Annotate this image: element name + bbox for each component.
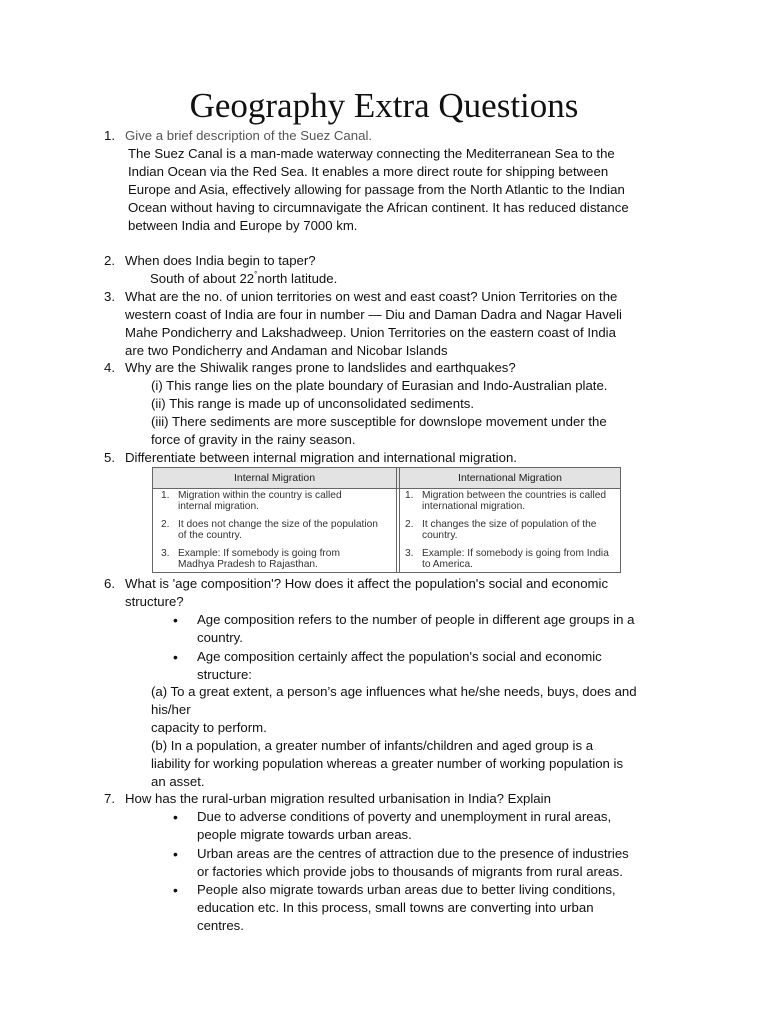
table-cell-number: 2. bbox=[405, 519, 414, 530]
table-cell-number: 3. bbox=[161, 548, 170, 559]
table-cell: international migration. bbox=[422, 501, 526, 512]
table-header-international: International Migration bbox=[458, 472, 562, 484]
paragraph-line: (b) In a population, a greater number of infants/children and aged group is a bbox=[151, 738, 594, 753]
table-divider bbox=[399, 468, 400, 572]
answer-line: Indian Ocean via the Red Sea. It enables a more direct route for shipping between bbox=[128, 164, 609, 179]
paragraph-line: liability for working population whereas a greater number of working population is bbox=[151, 756, 624, 771]
question-number: 7. bbox=[104, 791, 115, 806]
migration-comparison-table bbox=[152, 467, 621, 573]
bullet-line: Due to adverse conditions of poverty and unemployment in rural areas, bbox=[197, 809, 612, 824]
bullet-line: country. bbox=[197, 630, 243, 645]
question-text: Give a brief description of the Suez Canal. bbox=[125, 128, 373, 143]
bullet-line: Urban areas are the centres of attraction due to the presence of industries bbox=[197, 846, 629, 861]
bullet-line: people migrate towards urban areas. bbox=[197, 827, 412, 842]
table-cell-number: 1. bbox=[161, 490, 170, 501]
bullet-line: centres. bbox=[197, 918, 244, 933]
question-text: What are the no. of union territories on west and east coast? Union Territories on the bbox=[125, 289, 618, 304]
bullet-icon: • bbox=[173, 846, 178, 862]
question-text: How has the rural-urban migration resulted urbanisation in India? Explain bbox=[125, 791, 551, 806]
bullet-line: or factories which provide jobs to thousands of migrants from rural areas. bbox=[197, 864, 623, 879]
table-cell: Madhya Pradesh to Rajasthan. bbox=[178, 559, 318, 570]
answer-line: are two Pondicherry and Andaman and Nicobar Islands bbox=[125, 343, 448, 358]
answer-line: Europe and Asia, effectively allowing for passage from the North Atlantic to the Indian bbox=[128, 182, 625, 197]
answer-line: The Suez Canal is a man-made waterway connecting the Mediterranean Sea to the bbox=[128, 146, 615, 161]
table-cell: Migration between the countries is called bbox=[422, 490, 607, 501]
bullet-line: education etc. In this process, small towns are converting into urban bbox=[197, 900, 594, 915]
question-number: 5. bbox=[104, 450, 115, 465]
bullet-line: Age composition certainly affect the population's social and economic bbox=[197, 649, 602, 664]
bullet-icon: • bbox=[173, 809, 178, 825]
table-cell: of the country. bbox=[178, 530, 242, 541]
answer-text: South of about 22 bbox=[150, 271, 255, 286]
table-cell: to America. bbox=[422, 559, 473, 570]
question-number: 3. bbox=[104, 289, 115, 304]
table-cell-number: 3. bbox=[405, 548, 414, 559]
question-text: Why are the Shiwalik ranges prone to landslides and earthquakes? bbox=[125, 360, 516, 375]
paragraph-line: (a) To a great extent, a person’s age influences what he/she needs, buys, does and bbox=[151, 684, 637, 699]
answer-line: western coast of India are four in number — Diu and Daman Dadra and Nagar Haveli bbox=[125, 307, 622, 322]
question-number: 4. bbox=[104, 360, 115, 375]
answer-line: (ii) This range is made up of unconsolidated sediments. bbox=[151, 396, 475, 411]
question-number: 1. bbox=[104, 128, 115, 143]
question-text: When does India begin to taper? bbox=[125, 253, 316, 268]
table-cell-number: 1. bbox=[405, 490, 414, 501]
answer-line: (iii) There sediments are more susceptible for downslope movement under the bbox=[151, 414, 607, 429]
paragraph-line: an asset. bbox=[151, 774, 205, 789]
answer-line: Ocean without having to circumnavigate the African continent. It has reduced distance bbox=[128, 200, 629, 215]
page-title: Geography Extra Questions bbox=[189, 86, 579, 125]
degree-symbol: ° bbox=[254, 270, 258, 279]
answer-line: Mahe Pondicherry and Lakshadweep. Union Territories on the eastern coast of India bbox=[125, 325, 616, 340]
question-text: Differentiate between internal migration and international migration. bbox=[125, 450, 517, 465]
table-cell: internal migration. bbox=[178, 501, 259, 512]
bullet-line: structure: bbox=[197, 667, 252, 682]
table-cell-number: 2. bbox=[161, 519, 170, 530]
table-header-internal: Internal Migration bbox=[233, 472, 316, 484]
answer-text: north latitude. bbox=[257, 271, 338, 286]
table-cell: Example: If somebody is going from India bbox=[422, 548, 609, 559]
table-cell: Example: If somebody is going from bbox=[178, 548, 340, 559]
answer-line bbox=[150, 270, 337, 288]
table-cell: country. bbox=[422, 530, 458, 541]
table-cell: It does not change the size of the population bbox=[178, 519, 378, 530]
question-text: What is 'age composition'? How does it affect the population's social and economic bbox=[125, 576, 609, 591]
question-number: 6. bbox=[104, 576, 115, 591]
table-header-row bbox=[153, 468, 620, 489]
paragraph-line: capacity to perform. bbox=[151, 720, 267, 735]
bullet-line: Age composition refers to the number of people in different age groups in a bbox=[197, 612, 635, 627]
paragraph-line: his/her bbox=[151, 702, 191, 717]
question-number: 2. bbox=[104, 253, 115, 268]
answer-line: force of gravity in the rainy season. bbox=[151, 432, 356, 447]
table-cell: Migration within the country is called bbox=[178, 490, 342, 501]
bullet-icon: • bbox=[173, 882, 178, 898]
table-cell: It changes the size of population of the bbox=[422, 519, 597, 530]
table-divider bbox=[396, 468, 397, 572]
bullet-icon: • bbox=[173, 649, 178, 665]
answer-line: (i) This range lies on the plate boundary of Eurasian and Indo-Australian plate. bbox=[151, 378, 608, 393]
answer-line: between India and Europe by 7000 km. bbox=[128, 218, 358, 233]
bullet-icon: • bbox=[173, 612, 178, 628]
bullet-line: People also migrate towards urban areas due to better living conditions, bbox=[197, 882, 616, 897]
question-text: structure? bbox=[125, 594, 184, 609]
